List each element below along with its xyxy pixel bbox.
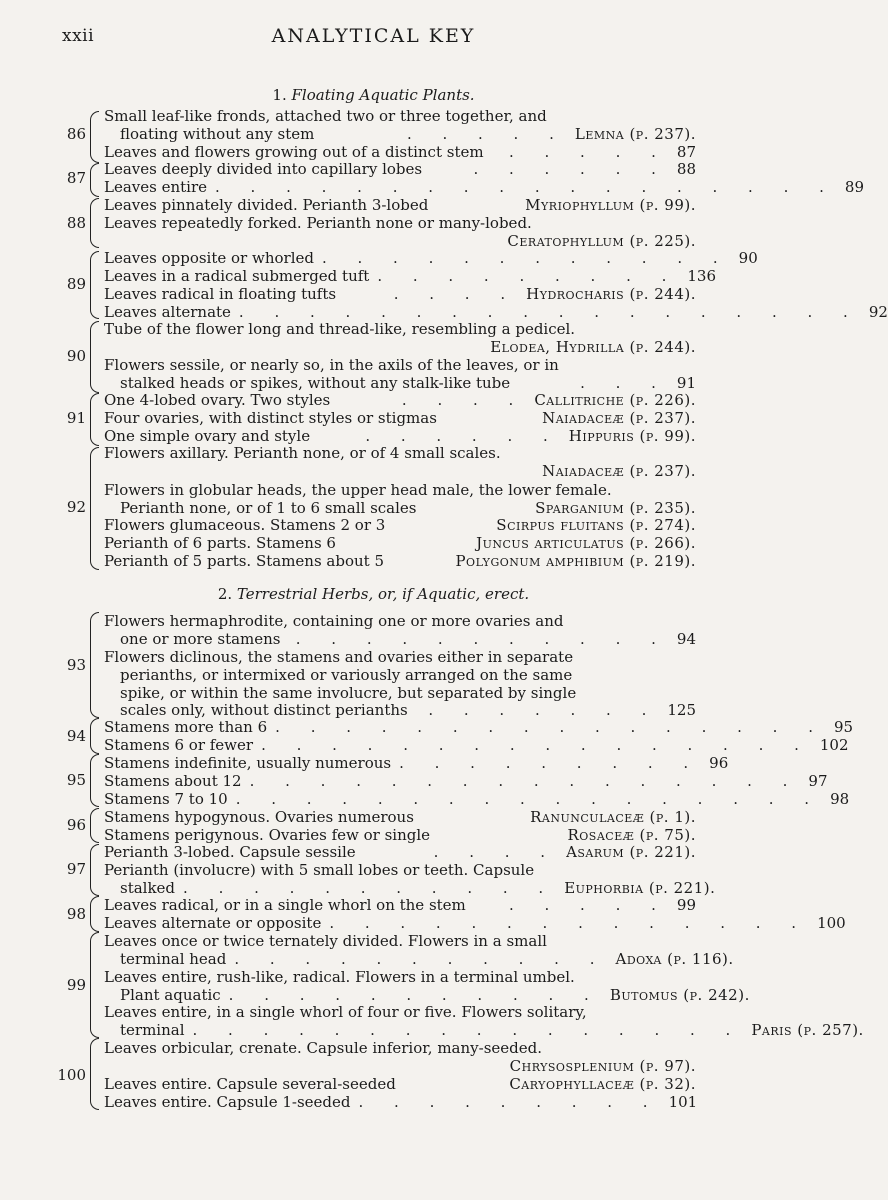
key-line-text: Leaves deeply divided into capillary lobes	[104, 160, 423, 178]
key-line-text: perianths, or intermixed or variously arranged on the same	[120, 666, 573, 684]
brace-94	[90, 718, 99, 754]
key-line	[104, 808, 696, 826]
key-line	[104, 196, 696, 214]
key-line-text: terminal	[120, 1021, 185, 1039]
couplet-number-94: 94	[66, 727, 86, 745]
key-line-text: Leaves orbicular, crenate. Capsule inferior, many-seeded.	[104, 1039, 542, 1057]
key-line-text: Flowers sessile, or nearly so, in the axils of the leaves, or in	[104, 356, 559, 374]
section-heading-2	[0, 585, 747, 603]
key-line	[104, 356, 696, 374]
genus-reference: Scirpus fluitans (p. 274).	[496, 516, 696, 534]
key-line-text: Leaves entire, in a single whorl of four or five. Flowers solitary,	[104, 1003, 587, 1021]
genus-reference: Ceratophyllum (p. 225).	[507, 232, 696, 250]
genus-reference: Naiadaceæ (p. 237).	[542, 409, 696, 427]
dot-leader: . . . . . . . . . . . . . . . . . .	[238, 303, 861, 321]
dot-leader: . . . . . . . . . . . . . . . .	[275, 718, 826, 736]
key-line-text: Flowers glumaceous. Stamens 2 or 3	[104, 516, 386, 534]
genus-reference: Lemna (p. 237).	[574, 125, 696, 143]
couplet-number-97: 97	[66, 860, 86, 878]
brace-88	[90, 198, 99, 248]
key-line-text: Leaves alternate	[104, 303, 231, 321]
key-line-text: Leaves pinnately divided. Perianth 3-lobed	[104, 196, 429, 214]
key-line-text: Leaves alternate or opposite	[104, 914, 322, 932]
section-title: Terrestrial Herbs, or, if Aquatic, erect.	[236, 585, 530, 603]
couplet-reference: 99	[676, 896, 696, 914]
couplet-number-95: 95	[66, 771, 86, 789]
couplet-number-100: 100	[57, 1066, 86, 1084]
couplet-reference: 98	[830, 790, 850, 808]
dot-leader: . . .	[580, 374, 669, 392]
dot-leader: . . . . . . . . . . .	[234, 950, 608, 968]
dot-leader: . . . . . . . . . . .	[295, 630, 669, 648]
key-line	[120, 701, 696, 719]
key-line-text: Leaves opposite or whorled	[104, 249, 314, 267]
key-line	[120, 950, 734, 968]
key-line	[120, 125, 696, 143]
key-line-text: Flowers diclinous, the stamens and ovaries either in separate	[104, 648, 574, 666]
dot-leader: . . . . . . . . .	[377, 267, 680, 285]
dot-leader: . . . .	[401, 391, 527, 409]
key-line-text: Leaves radical in floating tufts	[104, 285, 337, 303]
couplet-number-87: 87	[66, 169, 86, 187]
key-line-text: Leaves entire	[104, 178, 208, 196]
couplet-reference: 100	[817, 914, 846, 932]
couplet-number-89: 89	[66, 275, 86, 293]
key-line-text: stalked heads or spikes, without any stalk-like tube	[120, 374, 511, 392]
key-line	[104, 718, 854, 736]
brace-99	[90, 932, 99, 1038]
key-line	[104, 320, 696, 338]
key-line-text: Leaves and flowers growing out of a distinct stem	[104, 143, 484, 161]
key-line	[104, 534, 696, 552]
key-line	[104, 968, 696, 986]
couplet-reference: 88	[676, 160, 696, 178]
key-line-text: stalked	[120, 879, 176, 897]
key-line	[120, 374, 696, 392]
key-line	[104, 914, 846, 932]
genus-reference: Chrysosplenium (p. 97).	[509, 1057, 696, 1075]
couplet-reference: 89	[844, 178, 864, 196]
key-line	[104, 612, 696, 630]
dot-leader: . . . . . . . . . . . . . . . .	[261, 736, 812, 754]
page-number: xxii	[62, 26, 95, 46]
dot-leader: . . . . . . . . . . . . . . . .	[249, 772, 801, 790]
key-line	[104, 861, 696, 879]
dot-leader: . . . . . .	[473, 160, 669, 178]
genus-reference: Sparganium (p. 235).	[535, 499, 696, 517]
dot-leader: . . . . . . . . . . . .	[321, 249, 731, 267]
genus-reference: Elodea, Hydrilla (p. 244).	[490, 338, 696, 356]
couplet-reference: 96	[709, 754, 729, 772]
couplet-reference: 125	[667, 701, 696, 719]
key-line	[104, 754, 729, 772]
couplet-reference: 97	[808, 772, 828, 790]
dot-leader: . . . . . . . . . . . . . . . . .	[235, 790, 823, 808]
key-line	[104, 267, 717, 285]
key-line	[104, 338, 696, 356]
couplet-reference: 136	[687, 267, 717, 285]
key-line-text: Perianth (involucre) with 5 small lobes or teeth. Capsule	[104, 861, 535, 879]
brace-89	[90, 251, 99, 319]
key-line	[120, 630, 696, 648]
brace-90	[90, 321, 99, 393]
key-line	[104, 481, 696, 499]
key-line	[104, 409, 696, 427]
key-line-text: Small leaf-like fronds, attached two or three together, and	[104, 107, 547, 125]
dot-leader: . . . . . . . . .	[358, 1093, 661, 1111]
genus-reference: Adoxa (p. 116).	[615, 950, 734, 968]
key-line	[104, 143, 696, 161]
key-line	[104, 232, 696, 250]
dot-leader: . . . . . .	[365, 427, 561, 445]
brace-91	[90, 393, 99, 446]
key-line-text: Leaves in a radical submerged tuft	[104, 267, 370, 285]
couplet-reference: 87	[676, 143, 696, 161]
key-line-text: terminal head	[120, 950, 227, 968]
key-line-text: One simple ovary and style	[104, 427, 311, 445]
genus-reference: Euphorbia (p. 221).	[564, 879, 716, 897]
brace-95	[90, 754, 99, 807]
key-line	[104, 444, 696, 462]
key-line-text: Flowers hermaphrodite, containing one or more ovaries and	[104, 612, 564, 630]
genus-reference: Butomus (p. 242).	[609, 986, 750, 1004]
key-line	[104, 1003, 696, 1021]
dot-leader: . . . . . . .	[428, 701, 660, 719]
genus-reference: Rosaceæ (p. 75).	[567, 826, 696, 844]
key-line	[104, 160, 696, 178]
key-line	[104, 178, 864, 196]
genus-reference: Callitriche (p. 226).	[534, 391, 696, 409]
key-line	[120, 684, 696, 702]
key-line	[120, 499, 696, 517]
key-line-text: One 4-lobed ovary. Two styles	[104, 391, 331, 409]
couplet-number-98: 98	[66, 905, 86, 923]
key-line-text: scales only, without distinct perianths	[120, 701, 408, 719]
running-title: ANALYTICAL KEY	[271, 25, 476, 47]
key-line	[104, 462, 696, 480]
key-line	[104, 107, 696, 125]
section-title: Floating Aquatic Plants.	[291, 86, 475, 104]
brace-98	[90, 896, 99, 932]
key-line	[104, 1093, 696, 1111]
genus-reference: Caryophyllaceæ (p. 32).	[509, 1075, 696, 1093]
key-line	[104, 427, 696, 445]
key-line	[104, 249, 758, 267]
key-line	[104, 552, 696, 570]
dot-leader: . . . .	[393, 285, 519, 303]
key-line	[104, 285, 696, 303]
key-line-text: Leaves once or twice ternately divided. Flowers in a small	[104, 932, 547, 950]
key-line-text: Leaves repeatedly forked. Perianth none or many-lobed.	[104, 214, 532, 232]
key-line	[104, 303, 888, 321]
genus-reference: Myriophyllum (p. 99).	[525, 196, 696, 214]
genus-reference: Paris (p. 257).	[751, 1021, 864, 1039]
key-line	[120, 879, 716, 897]
couplet-number-93: 93	[66, 656, 86, 674]
couplet-number-92: 92	[66, 498, 86, 516]
dot-leader: . . . . . . . . . . . . . . . .	[192, 1021, 744, 1039]
dot-leader: . . . . . . . . . . . . . .	[329, 914, 810, 932]
section-heading-1	[0, 86, 747, 104]
key-line-text: spike, or within the same involucre, but separated by single	[120, 684, 577, 702]
genus-reference: Juncus articulatus (p. 266).	[476, 534, 696, 552]
couplet-number-86: 86	[66, 125, 86, 143]
couplet-number-88: 88	[66, 214, 86, 232]
dot-leader: . . . . . . . . . . . . . . . . . .	[215, 178, 837, 196]
genus-reference: Polygonum amphibium (p. 219).	[455, 552, 696, 570]
key-line	[104, 843, 696, 861]
key-line-text: Perianth 3-lobed. Capsule sessile	[104, 843, 356, 861]
key-line-text: Stamens 7 to 10	[104, 790, 228, 808]
key-line-text: one or more stamens	[120, 630, 281, 648]
brace-96	[90, 808, 99, 843]
couplet-reference: 102	[819, 736, 849, 754]
key-line	[120, 666, 696, 684]
couplet-number-96: 96	[66, 816, 86, 834]
brace-100	[90, 1038, 99, 1110]
key-line	[104, 826, 696, 844]
dot-leader: . . . . .	[406, 125, 567, 143]
key-line-text: Flowers in globular heads, the upper head male, the lower female.	[104, 481, 612, 499]
couplet-reference: 94	[676, 630, 696, 648]
key-line-text: Perianth of 5 parts. Stamens about 5	[104, 552, 385, 570]
key-line	[120, 1021, 864, 1039]
couplet-reference: 91	[676, 374, 696, 392]
key-line	[104, 1039, 696, 1057]
dot-leader: . . . . .	[508, 143, 669, 161]
couplet-reference: 90	[738, 249, 758, 267]
genus-reference: Ranunculaceæ (p. 1).	[530, 808, 696, 826]
dot-leader: . . . .	[433, 843, 559, 861]
dot-leader: . . . . . . . . . . .	[183, 879, 557, 897]
brace-86	[90, 111, 99, 163]
brace-92	[90, 447, 99, 570]
key-line	[104, 790, 850, 808]
key-line	[104, 896, 696, 914]
dot-leader: . . . . . . . . .	[399, 754, 702, 772]
key-line-text: floating without any stem	[120, 125, 315, 143]
key-line	[104, 772, 828, 790]
key-line	[104, 648, 696, 666]
dot-leader: . . . . . . . . . . .	[228, 986, 602, 1004]
couplet-number-99: 99	[66, 976, 86, 994]
key-line-text: Stamens indefinite, usually numerous	[104, 754, 392, 772]
genus-reference: Asarum (p. 221).	[566, 843, 696, 861]
key-line-text: Leaves entire, rush-like, radical. Flowers in a terminal umbel.	[104, 968, 575, 986]
key-line-text: Perianth of 6 parts. Stamens 6	[104, 534, 336, 552]
key-line	[104, 932, 696, 950]
dot-leader: . . . . .	[508, 896, 669, 914]
genus-reference: Naiadaceæ (p. 237).	[542, 462, 696, 480]
key-line-text: Leaves entire. Capsule 1-seeded	[104, 1093, 351, 1111]
key-line	[104, 1075, 696, 1093]
key-line-text: Tube of the flower long and thread-like, resembling a pedicel.	[104, 320, 576, 338]
couplet-reference: 101	[668, 1093, 698, 1111]
key-line-text: Flowers axillary. Perianth none, or of 4 small scales.	[104, 444, 501, 462]
key-line-text: Four ovaries, with distinct styles or stigmas	[104, 409, 437, 427]
key-line-text: Leaves entire. Capsule several-seeded	[104, 1075, 396, 1093]
brace-87	[90, 163, 99, 197]
key-line-text: Stamens about 12	[104, 772, 242, 790]
key-line	[104, 391, 696, 409]
key-line	[104, 516, 696, 534]
genus-reference: Hydrocharis (p. 244).	[526, 285, 696, 303]
key-line	[104, 1057, 696, 1075]
key-line	[120, 986, 750, 1004]
key-line-text: Stamens hypogynous. Ovaries numerous	[104, 808, 414, 826]
couplet-reference: 92	[868, 303, 888, 321]
key-line-text: Leaves radical, or in a single whorl on the stem	[104, 896, 466, 914]
key-line-text: Perianth none, or of 1 to 6 small scales	[120, 499, 417, 517]
key-line-text: Plant aquatic	[120, 986, 221, 1004]
key-line-text: Stamens 6 or fewer	[104, 736, 254, 754]
couplet-reference: 95	[833, 718, 854, 736]
brace-97	[90, 844, 99, 896]
genus-reference: Hippuris (p. 99).	[568, 427, 696, 445]
key-line	[104, 214, 696, 232]
key-line	[104, 736, 849, 754]
couplet-number-90: 90	[66, 347, 86, 365]
section-number: 2.	[217, 585, 233, 603]
brace-93	[90, 612, 99, 718]
couplet-number-91: 91	[66, 409, 86, 427]
key-line-text: Stamens perigynous. Ovaries few or single	[104, 826, 431, 844]
key-line-text: Stamens more than 6	[104, 718, 268, 736]
section-number: 1.	[272, 86, 287, 104]
